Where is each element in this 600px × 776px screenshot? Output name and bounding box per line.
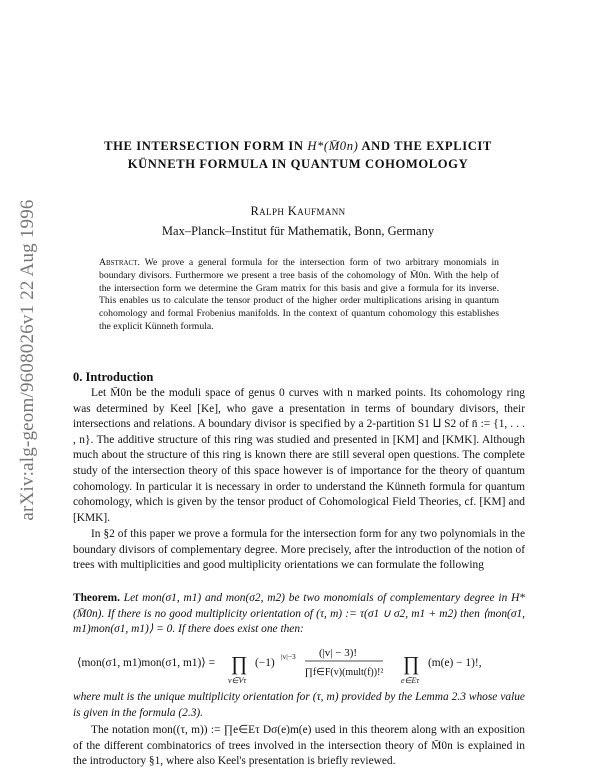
intro-paragraph-1: Let M̄0n be the moduli space of genus 0 curves with n marked points. Its cohomology ring was determined by Keel [Ke], who gave a presentation in terms of boundary divisors, their intersections and relations. A boundary divisor is specified by a 2-partition S1 ⨿ S2 of n̄ := {1, . . . , n}. The additive structure of this ring was studied and presented in [KM] and [KMK]. Although much about the structure of this ring is known there are still several open questions. The complete study of the intersection theory of this space however is of importance for the theory of quantum cohomology. In particular it is necessary in order to understand the Künneth formula for quantum cohomology, which is given by the tensor product of Cohomological Field Theories, cf. [KM] and [KMK]. xyxy=(73,387,525,524)
formula-lhs: ⟨mon(σ1, m1)mon(σ1, m1)⟩ = xyxy=(77,657,216,669)
theorem-statement xyxy=(73,591,525,638)
title-line-2: KÜNNETH FORMULA IN QUANTUM COHOMOLOGY xyxy=(127,157,469,171)
arxiv-id: arXiv:alg-geom/9608026v1 22 Aug 1996 xyxy=(17,199,38,521)
product-symbol-2: ∏ xyxy=(403,653,420,675)
abstract-heading: Abstract. xyxy=(99,257,140,268)
paper-page xyxy=(73,0,523,776)
notation-paragraph: The notation mon((τ, m)) := ∏e∈Eτ Dσ(e)m(e) used in this theorem along with an exposition of the different combinatorics of trees involved in the intersection theory of M̄0n is explained in the introductory §1, where also Keel's presentation is briefly reviewed. xyxy=(73,724,525,768)
sign-exponent: |v|−3 xyxy=(281,652,296,661)
product-symbol-1: ∏ xyxy=(231,653,248,675)
factorial-term: (m(e) − 1)!, xyxy=(428,657,482,669)
paper-title: THE INTERSECTION FORM IN H*(M̄0n) AND THE EXPLICIT KÜNNETH FORMULA IN QUANTUM COHOMOLOGY xyxy=(104,139,492,171)
author-affiliation: Max–Planck–Institut für Mathematik, Bonn, Germany xyxy=(161,224,435,238)
product-subscript-1: v∈Vτ xyxy=(228,676,247,685)
theorem-label: Theorem. xyxy=(73,592,120,604)
fraction-denominator: ∏f∈F(v)(mult(f))!² xyxy=(304,667,384,678)
intro-paragraph-2: In §2 of this paper we prove a formula for the intersection form for any two polynomials in the boundary divisors of complementary degree. More precisely, after the introduction of the notion of trees with multiplicities and good multiplicity orientations we can formulate the following xyxy=(73,528,525,572)
abstract-text: We prove a general formula for the intersection form of two arbitrary monomials in boundary divisors. Furthermore we present a tree basis of the cohomology of M̄0n. With the help of the intersection form we determine the Gram matrix for this basis and give a formula for its inverse. This enables us to calculate the tensor product of the higher order multiplications arising in quantum cohomology and formal Frobenius manifolds. In the context of quantum cohomology this establishes the explicit Künneth formula. xyxy=(99,257,499,332)
author-name: Ralph Kaufmann xyxy=(250,204,346,218)
theorem-remark: where mult is the unique multiplicity orientation for (τ, m) provided by the Lemma 2.3 whose value is given in the formula (2.3). xyxy=(73,691,525,719)
product-subscript-2: e∈Eτ xyxy=(401,676,420,685)
abstract xyxy=(99,257,499,334)
fraction-numerator: (|v| − 3)! xyxy=(318,647,358,659)
title-math: H*(M̄0n) xyxy=(307,139,359,153)
section-heading: 0. Introduction xyxy=(73,370,154,384)
main-formula xyxy=(73,640,525,688)
arxiv-identifier-sidebar xyxy=(8,180,48,540)
theorem-text: Let mon(σ1, m1) and mon(σ2, m2) be two monomials of complementary degree in H*(M̄0n). If there is no good multiplicity orientation of (τ, m) := τ(σ1 ∪ σ2, m1 + m2) then ⟨mon(σ1, m1)mon(σ1, m1)⟩ = 0. If there does exist one then: xyxy=(73,592,525,636)
formula-svg xyxy=(73,640,525,688)
sign-term: (−1) xyxy=(255,657,275,669)
